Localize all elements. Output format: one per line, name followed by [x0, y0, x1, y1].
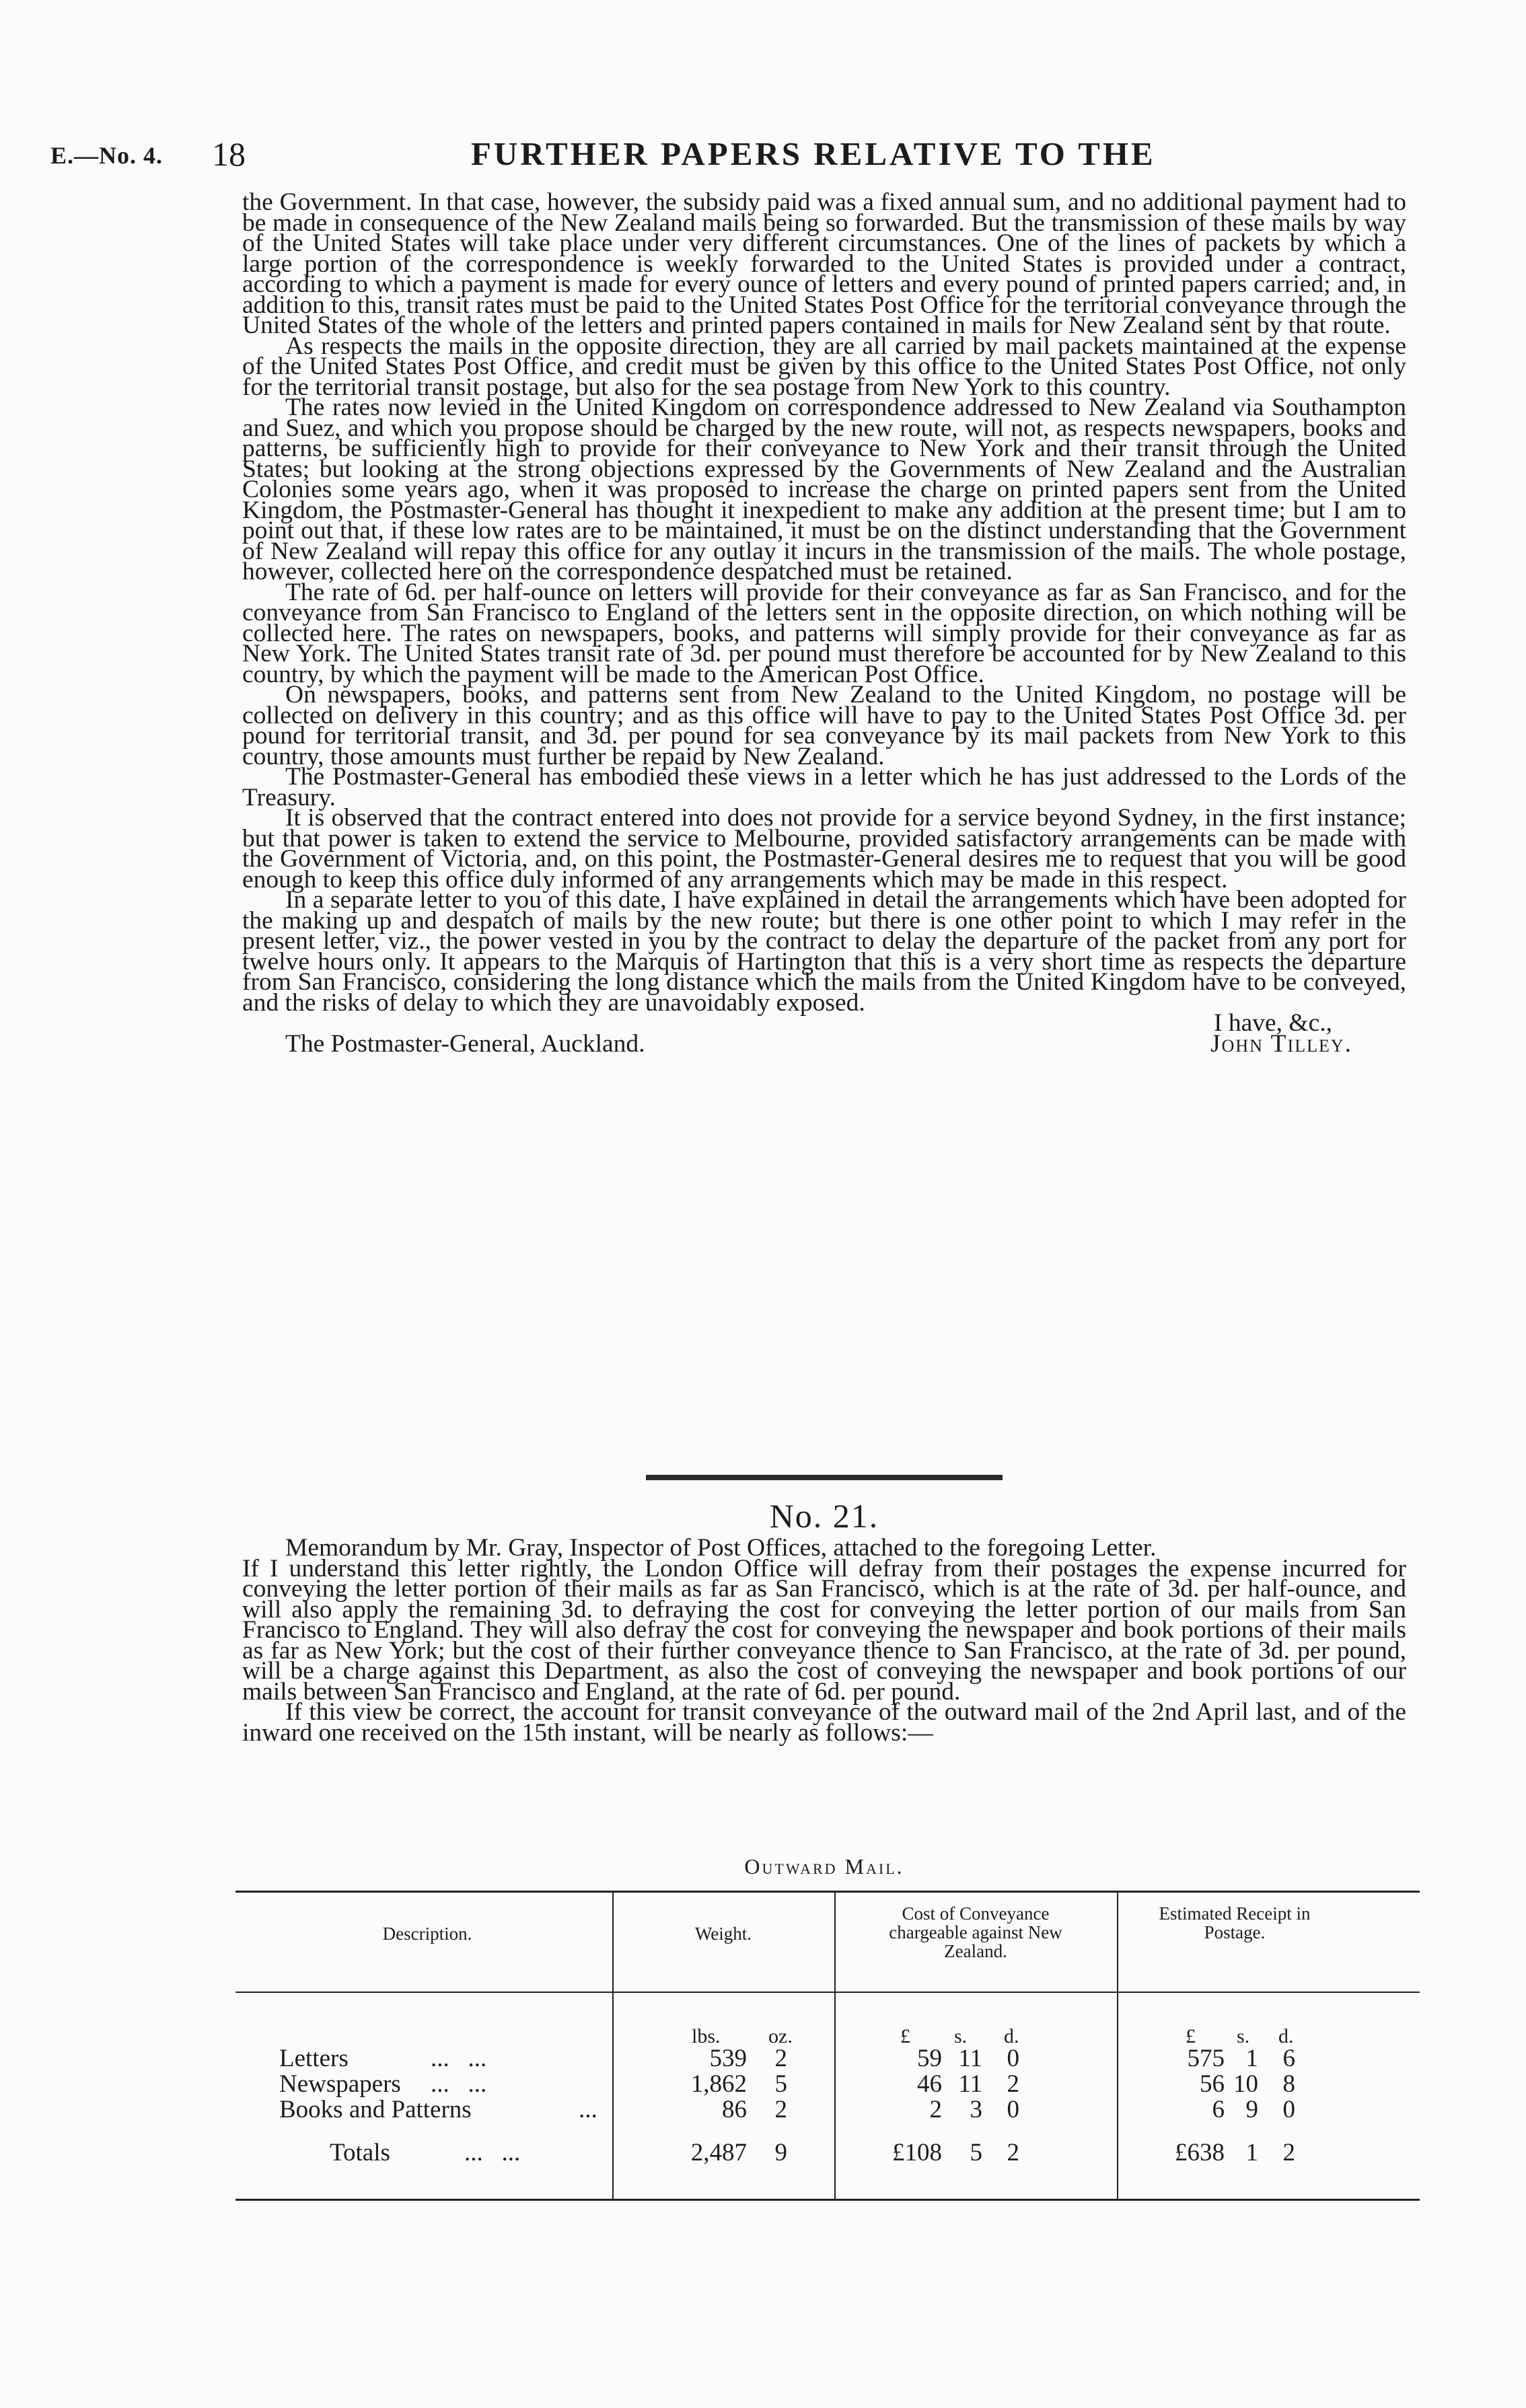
total-lbs: 2,487: [690, 2139, 747, 2166]
cell-receipt-pounds: 6: [1212, 2096, 1225, 2123]
row-leader: ... ...: [431, 2045, 487, 2072]
unit-oz: oz.: [768, 2025, 793, 2047]
table-bottom-rule: [235, 2199, 1420, 2201]
cell-receipt-shillings: 10: [1233, 2070, 1258, 2098]
header-receipt: Estimated Receipt in Postage.: [1159, 1903, 1311, 1942]
cell-receipt-pence: 6: [1282, 2045, 1295, 2072]
valediction: I have, &c.,: [1214, 1009, 1332, 1037]
unit-lbs: lbs.: [692, 2025, 721, 2047]
paragraph: As respects the mails in the opposite direction, they are all carried by mail packets maintained at the expense of the United States Post Office, and credit must be given by this office to the United States Post Office, not only for the territorial transit postage, but also for the sea postage from New York to this country.: [242, 332, 1406, 401]
unit-pence: d.: [1278, 2025, 1294, 2047]
table-header-rule: [235, 1992, 1420, 1993]
cell-cost-shillings: 11: [958, 2070, 982, 2098]
paragraph: The Postmaster-General has embodied these views in a letter which he has just addressed to the Lords of the Treasury.: [242, 763, 1406, 811]
signature-line: [242, 1029, 1406, 1058]
header-description: Description.: [382, 1924, 472, 1944]
paragraph: On newspapers, books, and patterns sent from New Zealand to the United Kingdom, no postage will be collected on delivery in this country; and as this office will have to pay to the United States Post Office 3d. per pound for territorial transit, and 3d. per pound for sea conveyance by its mail packets from New York to this country, those amounts must further be repaid by New Zealand.: [242, 681, 1406, 770]
cell-receipt-shillings: 1: [1245, 2045, 1258, 2072]
cell-lbs: 539: [709, 2045, 747, 2072]
cell-receipt-pounds: 56: [1200, 2070, 1225, 2098]
cell-lbs: 1,862: [690, 2070, 747, 2098]
unit-shillings: s.: [954, 2025, 968, 2047]
paragraph: the Government. In that case, however, the subsidy paid was a fixed annual sum, and no additional payment had to be made in consequence of the New Zealand mails being so forwarded. But the transmission of these mails by way of the United States will take place under very different circumstances. One of the lines of packets by which a large portion of the correspondence is weekly forwarded to the United States is provided under a contract, according to which a payment is made for every ounce of letters and every pound of printed papers carried; and, in addition to this, transit rates must be paid to the United States Post Office for the territorial conveyance through the United States of the whole of the letters and printed papers contained in mails for New Zealand sent by that route.: [242, 188, 1406, 339]
page-number: 18: [212, 135, 246, 173]
unit-shillings: s.: [1237, 2025, 1250, 2047]
page-header: [50, 132, 1406, 173]
total-receipt-shillings: 1: [1245, 2139, 1258, 2166]
cell-cost-pounds: 2: [929, 2096, 942, 2123]
cell-oz: 2: [774, 2045, 787, 2072]
row-label: Books and Patterns: [279, 2096, 472, 2123]
row-label: Newspapers: [279, 2070, 401, 2098]
totals-label: Totals: [330, 2139, 390, 2166]
total-receipt-pounds: £638: [1175, 2139, 1225, 2166]
paragraph: In a separate letter to you of this date, I have explained in detail the arrangements which have been adopted for the making up and despatch of mails by the new route; but there is one other point to which I may refer in the present letter, viz., the power vested in you by the contract to delay the departure of the packet from any port for twelve hours only. It appears to the Marquis of Hartington that this is a very short time as respects the departure from San Francisco, considering the long distance which the mails from the United Kingdom have to be conveyed, and the risks of delay to which they are unavoidably exposed.: [242, 886, 1406, 1017]
cell-oz: 5: [774, 2070, 787, 2098]
total-receipt-pence: 2: [1282, 2139, 1295, 2166]
cell-oz: 2: [774, 2096, 787, 2123]
cell-cost-shillings: 3: [970, 2096, 982, 2123]
paragraph: The rate of 6d. per half-ounce on letters will provide for their conveyance as far as San Francisco, and for the conveyance from San Francisco to England of the letters sent in the opposite direction, on which nothing will be collected here. The rates on newspapers, books, and patterns will simply provide for their conveyance as far as New York. The United States transit rate of 3d. per pound must therefore be accounted for by New Zealand to this country, by which the payment will be made to the American Post Office.: [242, 578, 1406, 688]
unit-pounds: £: [1186, 2025, 1196, 2047]
cell-cost-shillings: 11: [958, 2045, 982, 2072]
total-oz: 9: [774, 2139, 787, 2166]
row-leader: ... ...: [431, 2070, 487, 2098]
document-reference: E.—No. 4.: [50, 142, 164, 169]
paragraph: If I understand this letter rightly, the London Office will defray from their postages the expense incurred for conveying the letter portion of their mails as far as San Francisco, which is at the rate of 3d. per half-ounce, and will also apply the remaining 3d. to defraying the cost for conveying the letter portion of our mails from San Francisco to England. They will also defray the cost for conveying the newspaper and book portions of their mails as far as New York; but the cost of their further conveyance thence to San Francisco, at the rate of 3d. per pound, will be a charge against this Department, as also the cost of conveying the newspaper and book portions of our mails between San Francisco and England, at the rate of 6d. per pound.: [242, 1554, 1406, 1706]
outward-mail-table: [242, 1891, 1406, 2227]
paragraph: It is observed that the contract entered into does not provide for a service beyond Sydney, in the first instance; but that power is taken to extend the service to Melbourne, provided satisfactory arrangements can be made with the Government of Victoria, and, on this point, the Postmaster-General desires me to request that you will be good enough to keep this office duly informed of any arrangements which may be made in this respect.: [242, 804, 1406, 893]
row-leader: ... ...: [464, 2139, 521, 2166]
cell-receipt-pounds: 575: [1187, 2045, 1225, 2072]
cell-cost-pence: 2: [1007, 2070, 1019, 2098]
section-divider: [646, 1475, 1003, 1480]
letter-body: [242, 188, 1406, 1058]
total-cost-pence: 2: [1007, 2139, 1019, 2166]
column-divider: [834, 1891, 836, 2200]
cell-receipt-pence: 0: [1282, 2096, 1295, 2123]
paragraph: The rates now levied in the United Kingdom on correspondence addressed to New Zealand via Southampton and Suez, and which you propose should be charged by the new route, will not, as respects newspapers, books and patterns, be sufficiently high to provide for their conveyance to New York and their transit through the United States; but looking at the strong objections expressed by the Governments of New Zealand and the Australian Colonies some years ago, when it was proposed to increase the charge on printed papers sent from the United Kingdom, the Postmaster-General has thought it inexpedient to make any addition at the present time; but I am to point out that, if these low rates are to be maintained, it must be on the distinct understanding that the Government of New Zealand will repay this office for any outlay it incurs in the transmission of the mails. The whole postage, however, collected here on the correspondence despatched must be retained.: [242, 394, 1406, 585]
signatory: John Tilley.: [1210, 1029, 1352, 1058]
cell-cost-pence: 0: [1007, 2045, 1019, 2072]
total-cost-pounds: £108: [892, 2139, 942, 2166]
header-weight: Weight.: [694, 1924, 752, 1944]
addressee: The Postmaster-General, Auckland.: [285, 1029, 645, 1058]
cell-receipt-shillings: 9: [1245, 2096, 1258, 2123]
unit-pounds: £: [900, 2025, 910, 2047]
cell-cost-pounds: 46: [917, 2070, 942, 2098]
running-title: FURTHER PAPERS RELATIVE TO THE: [471, 135, 1156, 172]
memorandum: [242, 1534, 1406, 1747]
unit-pence: d.: [1004, 2025, 1019, 2047]
table-caption: Outward Mail.: [744, 1854, 904, 1878]
cell-cost-pounds: 59: [917, 2045, 942, 2072]
column-divider: [1117, 1891, 1118, 2200]
cell-cost-pence: 0: [1007, 2096, 1019, 2123]
section-heading: No. 21.: [769, 1497, 879, 1535]
cell-receipt-pence: 8: [1282, 2070, 1295, 2098]
total-cost-shillings: 5: [970, 2139, 982, 2166]
table-top-rule: [235, 1891, 1420, 1893]
paragraph: If this view be correct, the account for transit conveyance of the outward mail of the 2nd April last, and of the inward one received on the 15th instant, will be nearly as follows:—: [242, 1698, 1406, 1747]
header-cost: Cost of Conveyance chargeable against New Zealand.: [889, 1903, 1062, 1961]
memorandum-title: Memorandum by Mr. Gray, Inspector of Post Offices, attached to the foregoing Letter.: [285, 1534, 1157, 1562]
cell-lbs: 86: [722, 2096, 747, 2123]
row-leader: ...: [579, 2096, 597, 2123]
row-label: Letters: [279, 2045, 349, 2072]
